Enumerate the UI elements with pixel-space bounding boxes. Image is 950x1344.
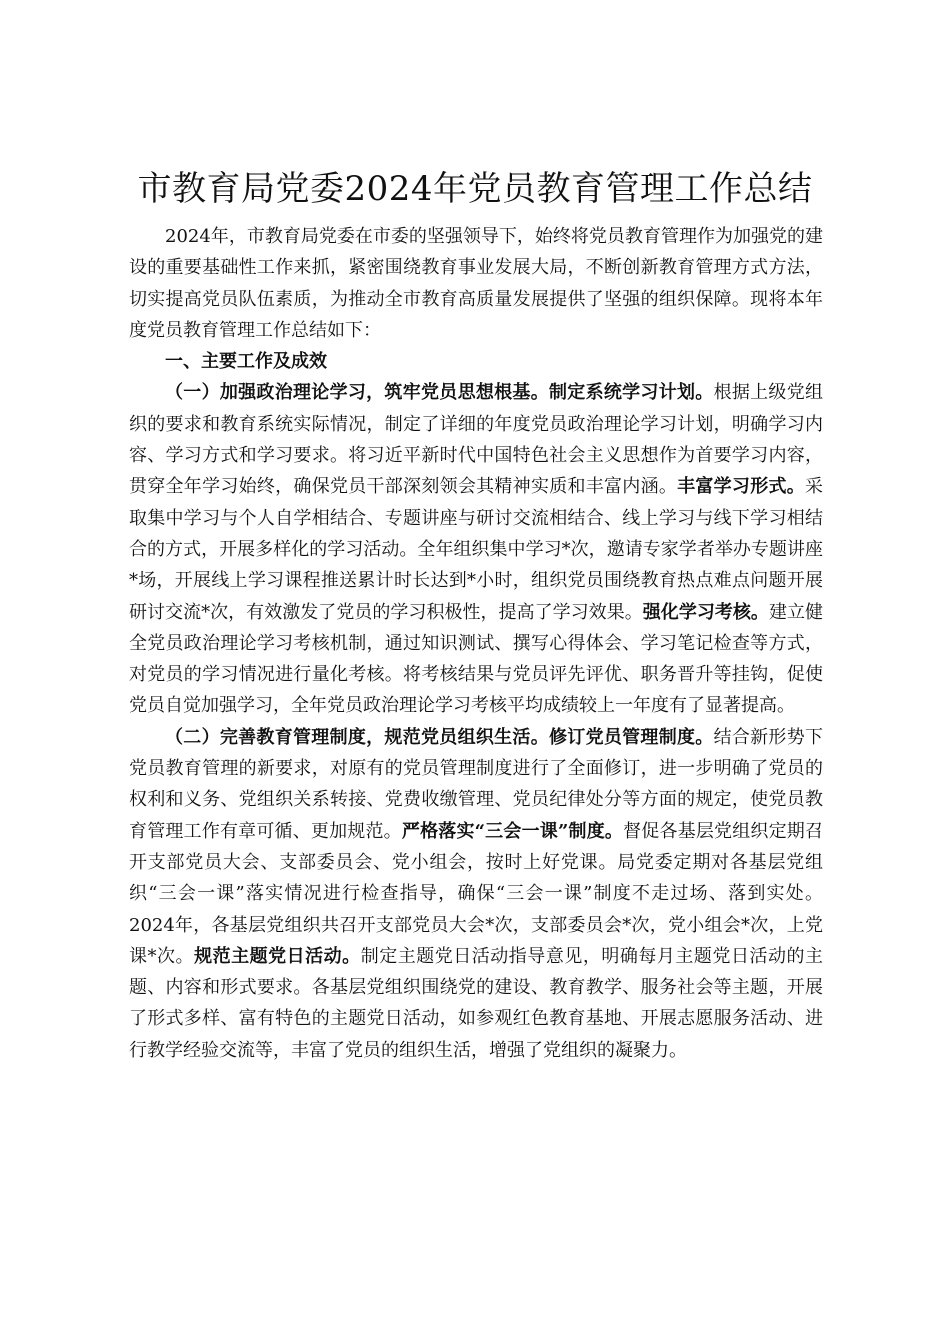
part1-paragraph xyxy=(129,377,823,721)
part2-item2-label: 严格落实“三会一课”制度。 xyxy=(401,820,624,842)
part1-item1-label: 制定系统学习计划。 xyxy=(549,382,714,404)
section-heading-text: 一、主要工作及成效 xyxy=(165,351,327,373)
part1-heading: （一）加强政治理论学习，筑牢党员思想根基。 xyxy=(165,382,549,404)
part2-item2-text: 督促各基层党组织定期召开支部党员大会、支部委员会、党小组会，按时上好党课。局党委定期对各基层党组织“三会一课”落实情况进行检查指导，确保“三会一课”制度不走过场、落到实处。2024年，各基层党组织共召开支部党员大会*次，支部委员会*次，党小组会*次，上党课*次。 xyxy=(129,820,823,967)
part2-paragraph xyxy=(129,722,823,1066)
part2-item3-label: 规范主题党日活动。 xyxy=(194,945,361,967)
part2-item3-text: 制定主题党日活动指导意见，明确每月主题党日活动的主题、内容和形式要求。各基层党组织围绕党的建设、教育教学、服务社会等主题，开展了形式多样、富有特色的主题党日活动，如参观红色教育基地、开展志愿服务活动、进行教学经验交流等，丰富了党员的组织生活，增强了党组织的凝聚力。 xyxy=(129,945,824,1061)
part2-heading: （二）完善教育管理制度，规范党员组织生活。 xyxy=(165,726,549,748)
section-heading xyxy=(129,346,823,377)
part2-item1-text: 结合新形势下党员教育管理的新要求，对原有的党员管理制度进行了全面修订，进一步明确了党员的权利和义务、党组织关系转接、党费收缴管理、党员纪律处分等方面的规定，使党员教育管理工作有章可循、更加规范。 xyxy=(129,726,824,842)
document-body xyxy=(129,221,823,1066)
document-title: 市教育局党委2024年党员教育管理工作总结 xyxy=(137,169,813,209)
part1-item2-text: 采取集中学习与个人自学相结合、专题讲座与研讨交流相结合、线上学习与线下学习相结合的方式，开展多样化的学习活动。全年组织集中学习*次，邀请专家学者举办专题讲座*场，开展线上学习课程推送累计时长达到*小时，组织党员围绕教育热点难点问题开展研讨交流*次，有效激发了党员的学习积极性，提高了学习效果。 xyxy=(129,476,824,623)
part1-item3-label: 强化学习考核。 xyxy=(642,601,769,623)
part1-item3-text: 建立健全党员政治理论学习考核机制，通过知识测试、撰写心得体会、学习笔记检查等方式，对党员的学习情况进行量化考核。将考核结果与党员评先评优、职务晋升等挂钩，促使党员自觉加强学习，全年党员政治理论学习考核平均成绩较上一年度有了显著提高。 xyxy=(129,601,824,717)
intro-paragraph: 2024年，市教育局党委在市委的坚强领导下，始终将党员教育管理作为加强党的建设的重要基础性工作来抓，紧密围绕教育事业发展大局，不断创新教育管理方式方法，切实提高党员队伍素质，为推动全市教育高质量发展提供了坚强的组织保障。现将本年度党员教育管理工作总结如下： xyxy=(129,226,823,341)
part1-item1-text: 根据上级党组织的要求和教育系统实际情况，制定了详细的年度党员政治理论学习计划，明确学习内容、学习方式和学习要求。将习近平新时代中国特色社会主义思想作为首要学习内容，贯穿全年学习始终，确保党员干部深刻领会其精神实质和丰富内涵。 xyxy=(129,382,824,498)
part1-item2-label: 丰富学习形式。 xyxy=(677,476,806,498)
part2-item1-label: 修订党员管理制度。 xyxy=(549,726,714,748)
